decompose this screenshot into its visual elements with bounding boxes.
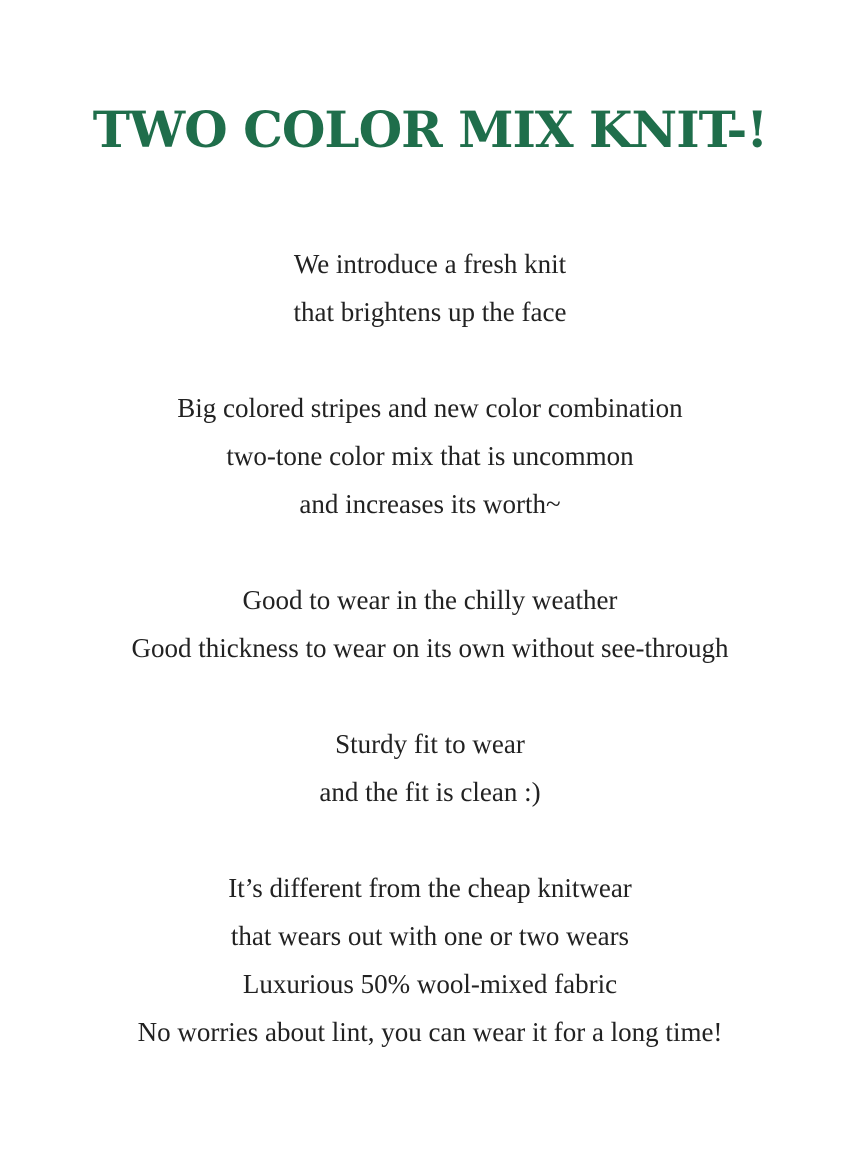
text-line: No worries about lint, you can wear it for a long time! <box>137 1017 723 1047</box>
text-line: and increases its worth~ <box>299 489 561 519</box>
text-line: Big colored stripes and new color combination <box>177 393 683 423</box>
paragraph-fit <box>0 720 860 816</box>
paragraph-weather <box>0 576 860 672</box>
text-line: It’s different from the cheap knitwear <box>228 873 632 903</box>
text-line: Sturdy fit to wear <box>335 729 525 759</box>
text-line: that brightens up the face <box>293 297 567 327</box>
text-line: Good to wear in the chilly weather <box>242 585 618 615</box>
paragraph-fabric <box>0 864 860 1056</box>
text-line: Good thickness to wear on its own without see-through <box>131 633 729 663</box>
description-body <box>0 240 860 1104</box>
text-line: that wears out with one or two wears <box>230 921 630 951</box>
text-line: We introduce a fresh knit <box>293 249 567 279</box>
text-line: and the fit is clean :) <box>319 777 541 807</box>
text-line: Luxurious 50% wool-mixed fabric <box>242 969 618 999</box>
page-title: TWO COLOR MIX KNIT-! <box>92 100 768 159</box>
text-line: two-tone color mix that is uncommon <box>226 441 634 471</box>
paragraph-intro <box>0 240 860 336</box>
paragraph-colors <box>0 384 860 528</box>
